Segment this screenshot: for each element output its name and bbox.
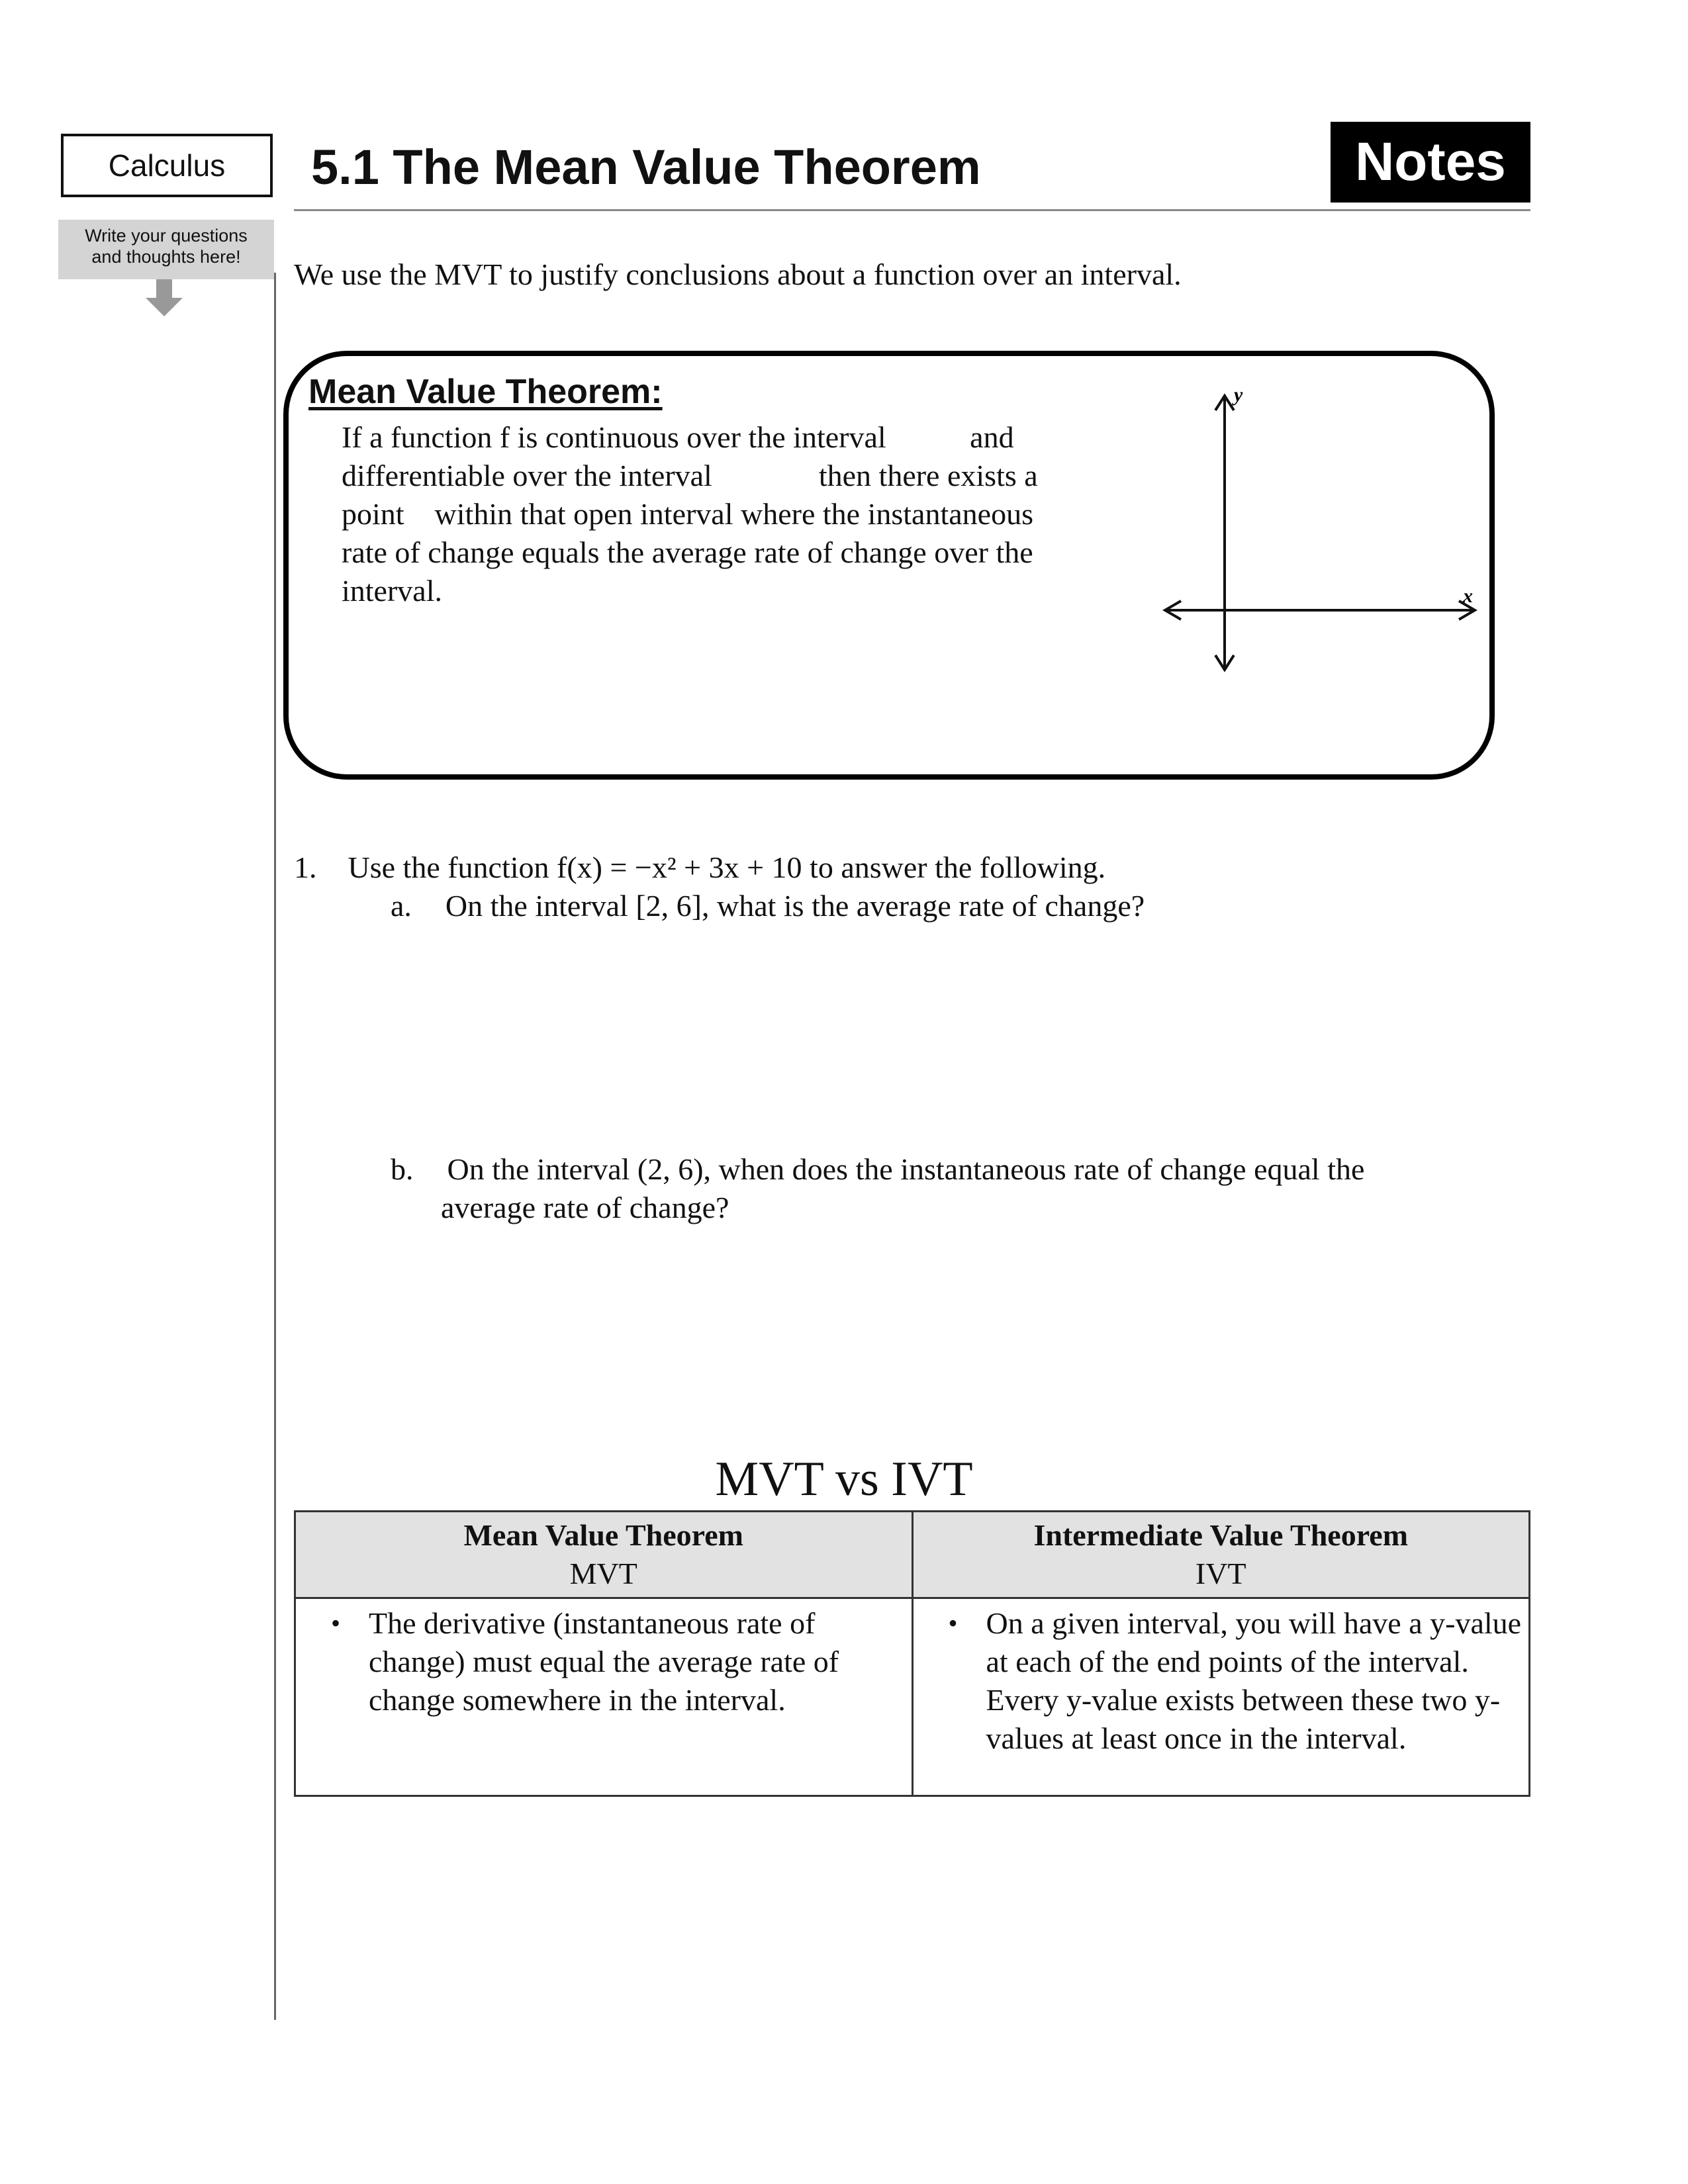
subject-label-box	[61, 134, 273, 197]
page-title: 5.1 The Mean Value Theorem	[311, 140, 981, 195]
table-header-row	[295, 1512, 1530, 1598]
table-row	[295, 1598, 1530, 1796]
ivt-cell	[912, 1598, 1530, 1796]
bullet-icon: •	[330, 1608, 340, 1638]
ivt-heading: Intermediate Value Theorem	[1033, 1518, 1409, 1552]
part-b-text-cont: average rate of change?	[441, 1191, 729, 1224]
mvt-description: The derivative (instantaneous rate of change) must equal the average rate of change somewhere in the interval.	[369, 1606, 839, 1717]
theorem-line: interval.	[342, 574, 442, 608]
coordinate-axes	[1152, 384, 1496, 675]
margin-divider	[274, 273, 276, 2020]
notes-hint-box	[58, 220, 274, 279]
subject-label: Calculus	[108, 148, 226, 183]
x-axis-label: x	[1463, 585, 1473, 607]
mvt-heading: Mean Value Theorem	[463, 1518, 744, 1552]
part-b-label: b.	[391, 1152, 414, 1186]
bullet-icon: •	[948, 1608, 958, 1638]
ivt-header	[912, 1512, 1530, 1598]
mvt-cell	[295, 1598, 913, 1796]
header-divider	[294, 209, 1530, 211]
theorem-line: point within that open interval where the instantaneous	[342, 497, 1033, 531]
ivt-abbr: IVT	[1195, 1557, 1246, 1590]
hint-line-1: Write your questions	[85, 226, 248, 246]
theorem-line: differentiable over the interval then there exists a	[342, 459, 1038, 492]
comparison-table	[294, 1510, 1530, 1797]
problem-1	[294, 848, 1105, 887]
theorem-heading: Mean Value Theorem:	[308, 373, 663, 411]
notes-badge-label: Notes	[1355, 132, 1506, 192]
problem-number: 1.	[294, 850, 317, 884]
comparison-title: MVT vs IVT	[715, 1452, 973, 1506]
problem-1a	[391, 887, 1145, 925]
intro-text: We use the MVT to justify conclusions about a function over an interval.	[294, 257, 1182, 291]
mvt-header	[295, 1512, 913, 1598]
mvt-abbr: MVT	[569, 1557, 637, 1590]
part-b-text: On the interval (2, 6), when does the instantaneous rate of change equal the	[447, 1152, 1365, 1186]
theorem-line: rate of change equals the average rate of change over the	[342, 535, 1033, 569]
theorem-line: If a function f is continuous over the interval and	[342, 420, 1014, 454]
hint-line-2: and thoughts here!	[91, 247, 241, 267]
ivt-description: On a given interval, you will have a y-value at each of the end points of the interval. Every y-value exists between these two y-values at least once in the interval.	[986, 1606, 1522, 1755]
down-arrow-icon	[144, 279, 184, 319]
part-a-text: On the interval [2, 6], what is the average rate of change?	[445, 889, 1145, 923]
y-axis-label: y	[1234, 384, 1243, 406]
part-a-label: a.	[391, 889, 412, 923]
notes-badge	[1331, 122, 1530, 203]
problem-1b	[391, 1150, 1364, 1227]
problem-prompt: Use the function f(x) = −x² + 3x + 10 to answer the following.	[348, 850, 1106, 884]
